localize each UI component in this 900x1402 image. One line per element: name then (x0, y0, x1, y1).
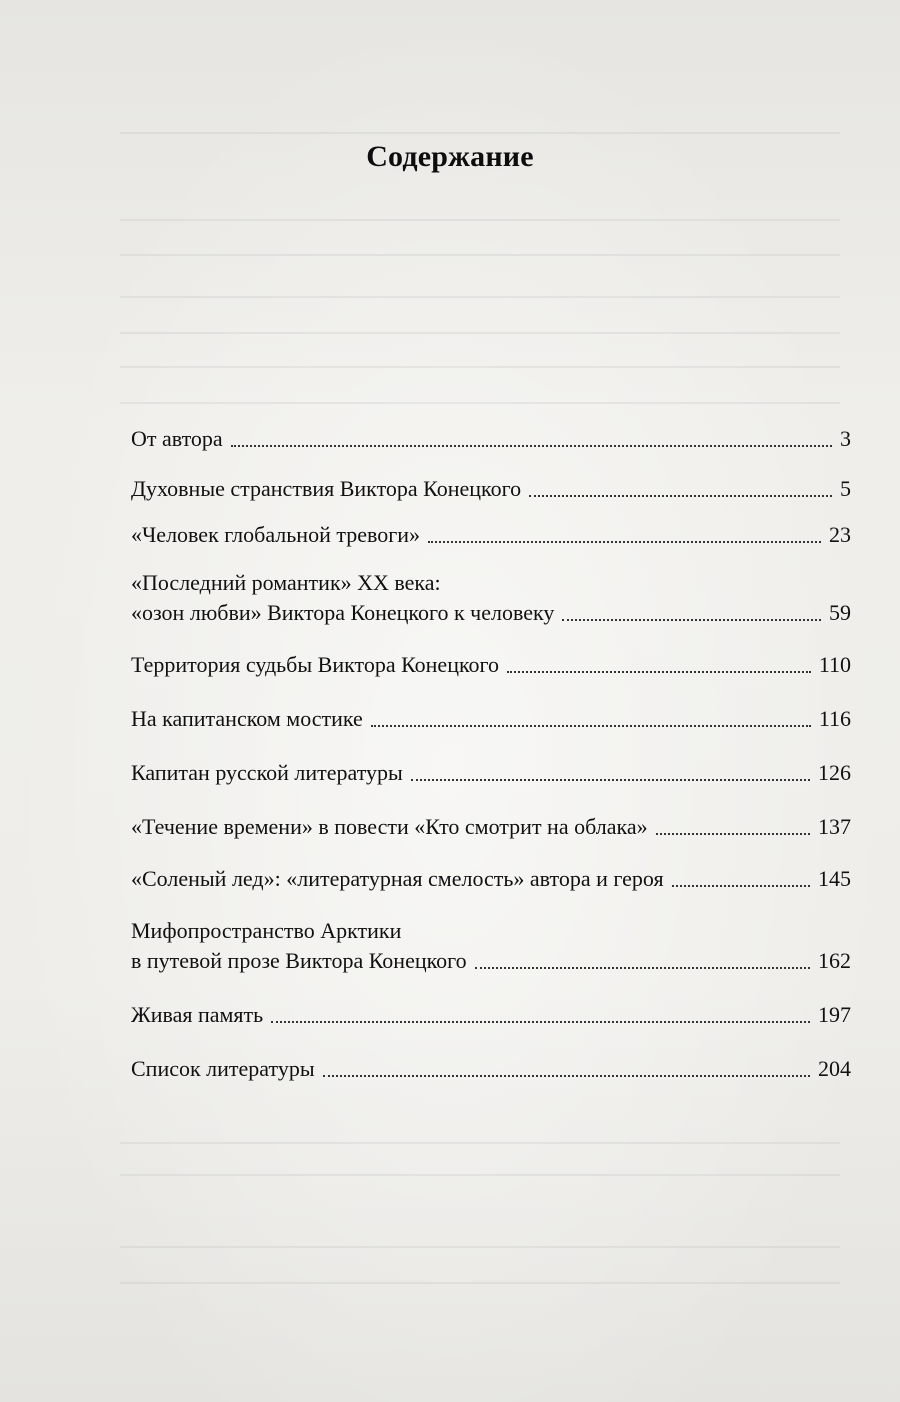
toc-entry-page: 59 (829, 600, 851, 625)
dot-leader (428, 540, 821, 543)
toc-entry (131, 812, 851, 842)
toc-entry-page: 3 (840, 426, 851, 451)
dot-leader (271, 1020, 810, 1023)
toc-entry-title: «Соленый лед»: «литературная смелость» автора и героя (131, 866, 664, 891)
toc-entry-title: От автора (131, 426, 223, 451)
toc-entry (131, 864, 851, 894)
bleed-through-line (120, 318, 840, 334)
toc-entry-title: Духовные странствия Виктора Конецкого (131, 476, 522, 501)
toc-entry-title: Живая память (131, 1002, 264, 1027)
toc-entry (131, 520, 851, 550)
toc-entry-page: 110 (818, 652, 851, 677)
bleed-through-line (120, 240, 840, 256)
toc-entry (131, 650, 851, 680)
bleed-through-line (120, 1268, 840, 1284)
toc-entry-title: «озон любви» Виктора Конецкого к человеку (131, 600, 555, 625)
bleed-through-line (120, 352, 840, 368)
dot-leader (529, 494, 832, 497)
toc-entry (131, 758, 851, 788)
toc-entry-page: 204 (818, 1056, 851, 1081)
page-title: Содержание (366, 140, 534, 173)
bleed-through-line (120, 118, 840, 134)
dot-leader (323, 1074, 810, 1077)
toc-entry (131, 1054, 851, 1084)
toc-entry-first-line: «Последний романтик» XX века: (131, 570, 441, 595)
toc-entry-title: «Человек глобальной тревоги» (131, 522, 421, 547)
toc-entry-title: «Течение времени» в повести «Кто смотрит на облака» (131, 814, 648, 839)
dot-leader (411, 778, 810, 781)
toc-entry-title: Список литературы (131, 1056, 315, 1081)
bleed-through-line (120, 1232, 840, 1248)
dot-leader (672, 884, 810, 887)
toc-entry-title: Капитан русской литературы (131, 760, 403, 785)
dot-leader (507, 670, 811, 673)
dot-leader (562, 618, 821, 621)
bleed-through-line (120, 388, 840, 404)
toc-entry-page: 116 (818, 706, 851, 731)
toc-entry-title: На капитанском мостике (131, 706, 363, 731)
bleed-through-line (120, 205, 840, 221)
toc-entry-page: 162 (818, 948, 851, 973)
bleed-through-line (120, 282, 840, 298)
toc-entry (131, 474, 851, 504)
toc-entry-page: 23 (829, 522, 851, 547)
toc-entry (131, 424, 851, 454)
toc-entry (131, 916, 851, 976)
toc-entry (131, 704, 851, 734)
toc-entry-first-line: Мифопространство Арктики (131, 918, 402, 943)
toc-entry-page: 126 (818, 760, 851, 785)
toc-entry-page: 145 (818, 866, 851, 891)
dot-leader (656, 832, 810, 835)
toc-entry-title: Территория судьбы Виктора Конецкого (131, 652, 500, 677)
toc-entry (131, 1000, 851, 1030)
dot-leader (371, 724, 811, 727)
toc-entry-page: 197 (818, 1002, 851, 1027)
dot-leader (475, 966, 810, 969)
toc-entry-page: 137 (818, 814, 851, 839)
toc-entry-page: 5 (840, 476, 851, 501)
toc-entry (131, 568, 851, 628)
bleed-through-line (120, 1128, 840, 1144)
bleed-through-line (120, 1160, 840, 1176)
toc-entry-title: в путевой прозе Виктора Конецкого (131, 948, 467, 973)
dot-leader (231, 444, 832, 447)
